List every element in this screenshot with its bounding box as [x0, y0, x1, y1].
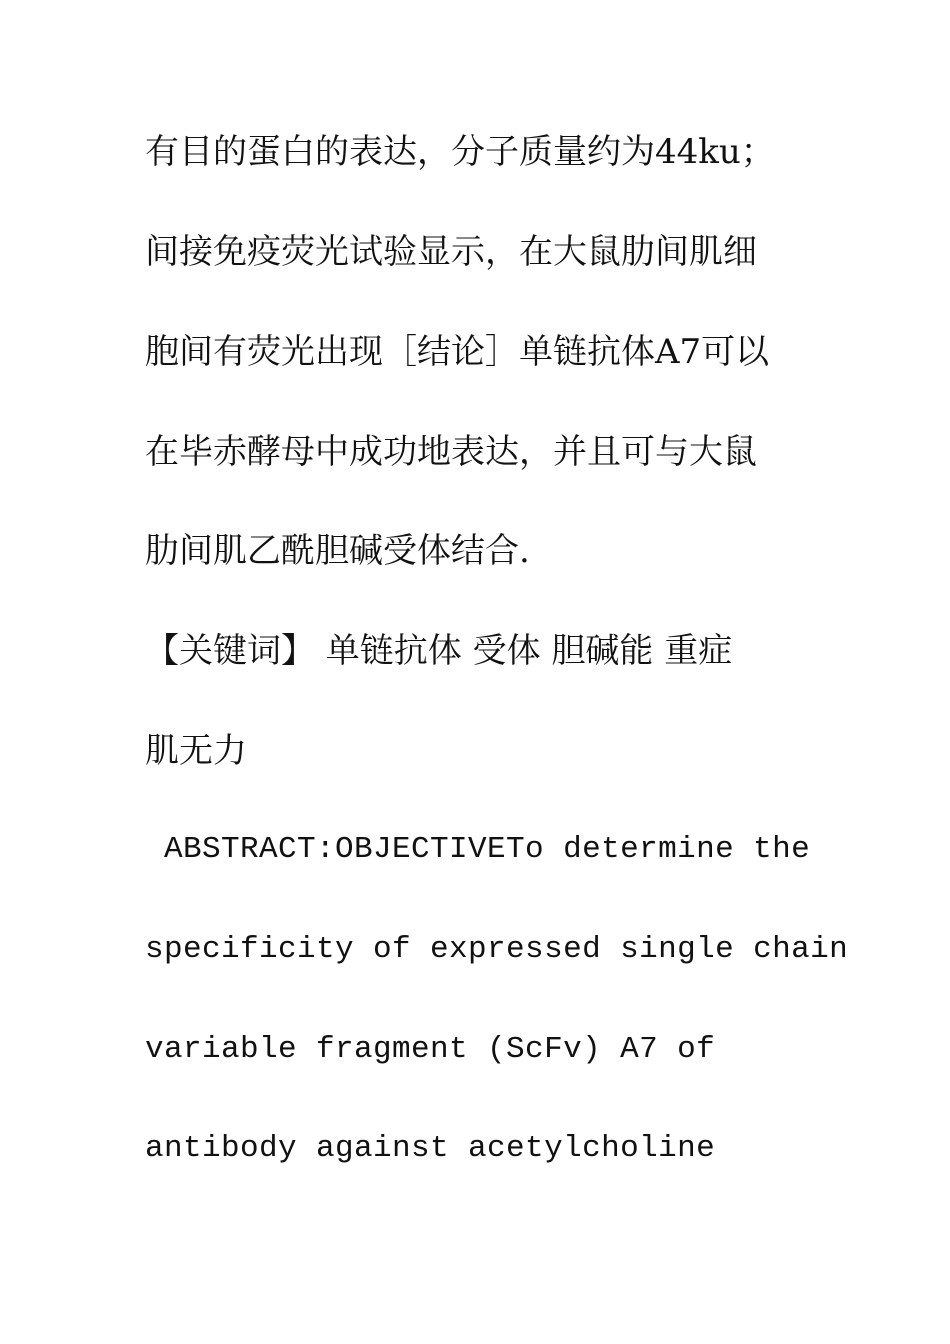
body-text-line: 间接免疫荧光试验显示，在大鼠肋间肌细 — [145, 232, 757, 272]
body-text-line: 胞间有荧光出现［结论］单链抗体A7可以 — [145, 332, 770, 372]
abstract-line: variable fragment (ScFv) A7 of — [145, 1032, 716, 1067]
abstract-line: specificity of expressed single chain — [145, 932, 849, 967]
body-text-line: 有目的蛋白的表达，分子质量约为44ku； — [145, 132, 775, 172]
abstract-line: antibody against acetylcholine — [145, 1131, 716, 1166]
keywords-line: 肌无力 — [145, 731, 247, 771]
abstract-line: ABSTRACT:OBJECTIVETo determine the — [145, 832, 811, 867]
body-text-line: 在毕赤酵母中成功地表达，并且可与大鼠 — [145, 432, 757, 472]
keywords-line: 【关键词】 单链抗体 受体 胆碱能 重症 — [145, 631, 733, 671]
body-text-line: 肋间肌乙酰胆碱受体结合. — [145, 531, 530, 571]
